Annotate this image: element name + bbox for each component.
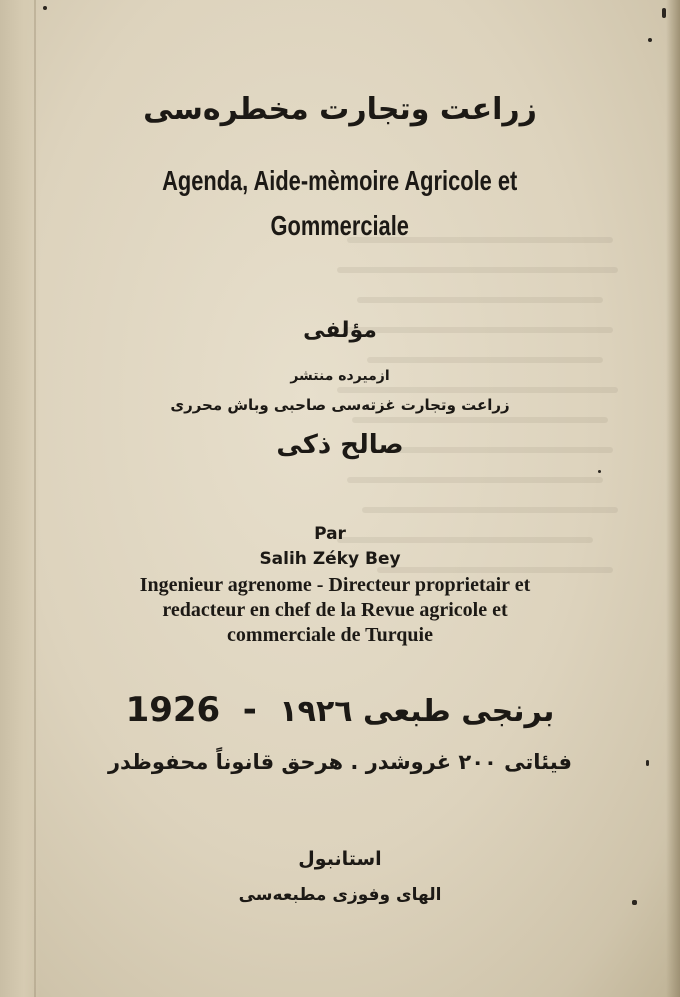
city-name: استانبول (298, 848, 382, 870)
edition-arabic: برنجی طبعی ۱۹۲٦ (279, 694, 555, 729)
author-label: مؤلفی (303, 318, 377, 343)
french-title-line-2 (0, 210, 680, 243)
ink-speck (43, 6, 47, 10)
ottoman-title: زراعت وتجارت مخطره‌سی (143, 92, 537, 127)
ink-speck (598, 470, 601, 473)
price-and-rights-line: فیئاتی ۲۰۰ غروشدر . هرحق قانوناً محفوظدر (107, 750, 573, 774)
french-par: Par (314, 524, 346, 544)
author-origin-line: ازمیرده منتشر (290, 368, 390, 384)
french-author-title-line-2: redacteur en chef de la Revue agricole et (162, 599, 508, 621)
author-role-line: زراعت وتجارت غزته‌سی صاحبی وباش محرری (170, 396, 510, 414)
french-author-title-line-1: Ingenieur agrenome - Directeur proprietair et (139, 574, 531, 596)
french-title-line-2-text: Gommerciale (270, 210, 410, 241)
printer-name: الهای وفوزی مطبعه‌سی (238, 885, 442, 905)
french-author-title-line-3: commerciale de Turquie (227, 624, 433, 646)
author-name-ottoman: صالح ذکی (276, 430, 404, 460)
edition-dash: - (242, 690, 257, 730)
edition-line (0, 690, 680, 730)
french-title-line-1-text: Agenda, Aide-mèmoire Agricole et (162, 165, 518, 196)
edition-year-latin: 1926 (125, 690, 221, 730)
french-title-line-1 (0, 165, 680, 198)
ink-speck (662, 8, 666, 18)
ink-speck (648, 38, 652, 42)
french-author-name: Salih Zéky Bey (259, 549, 401, 569)
